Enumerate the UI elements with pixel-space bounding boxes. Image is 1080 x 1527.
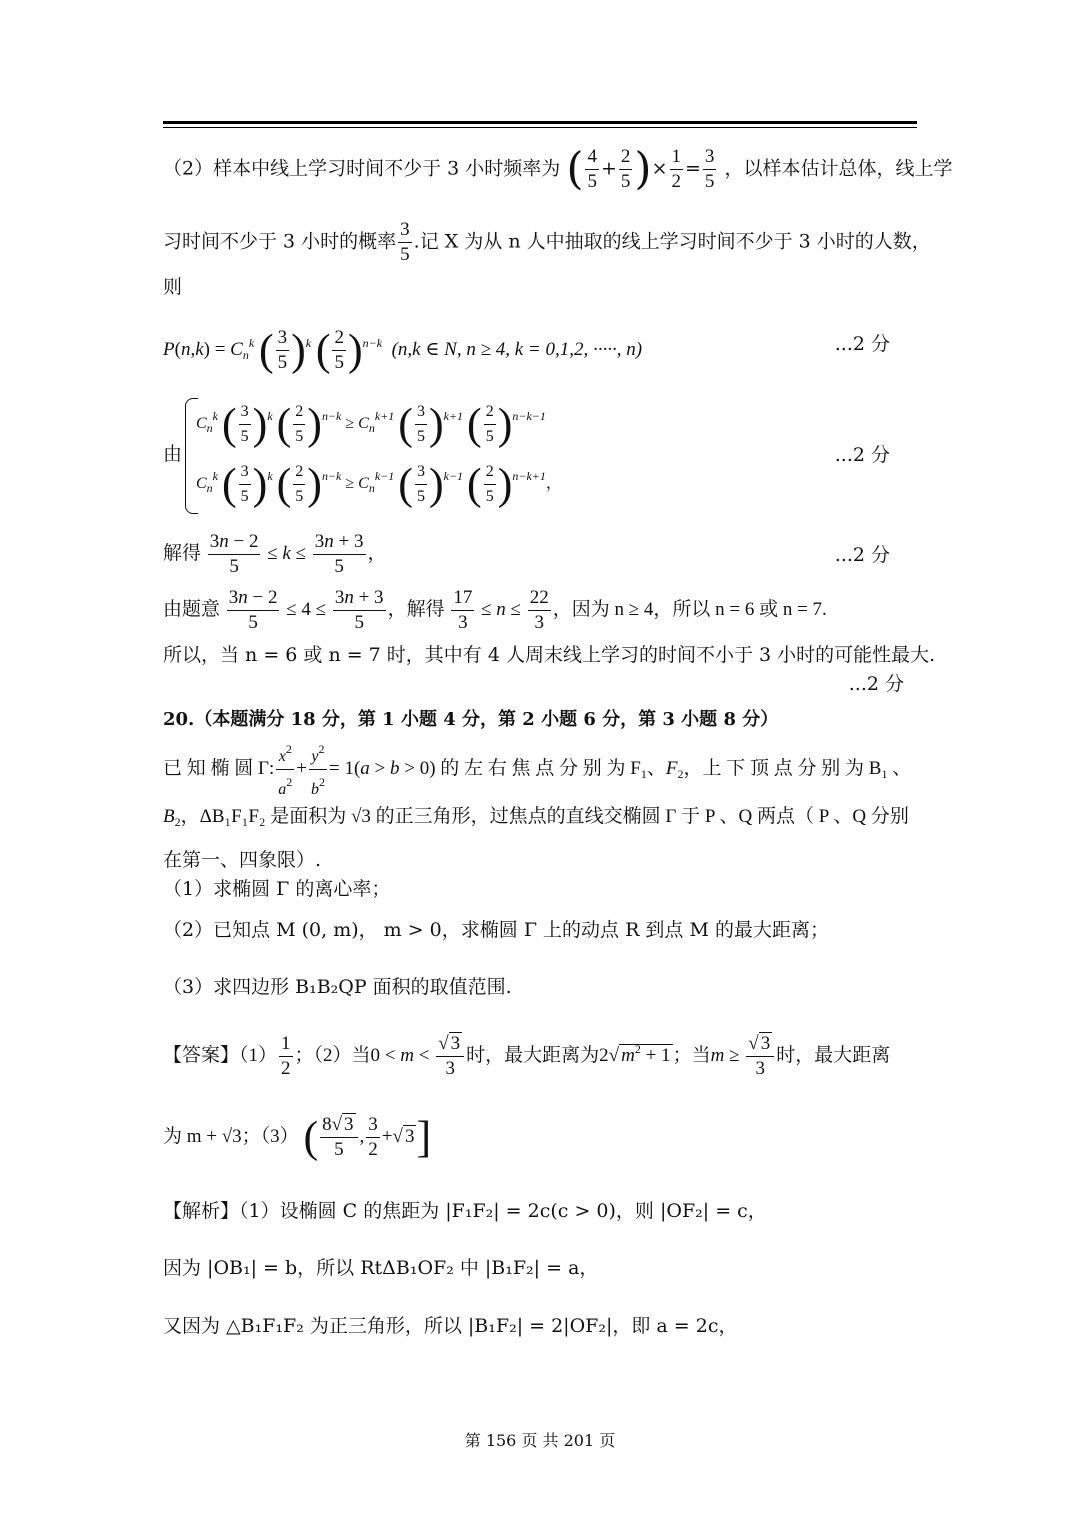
answer-part2: ；（2）当 <box>294 1044 371 1066</box>
by-mid: ，解得 <box>387 598 445 620</box>
analysis-line2: 因为 |OB₁| = b，所以 RtΔB₁OF₂ 中 |B₁F₂| = a， <box>163 1257 599 1279</box>
answer-part1: （1） <box>239 1044 278 1066</box>
answer-part2d: 时，最大距离 <box>776 1044 891 1066</box>
solve-line: 解得 $\frac{3n - 2}{5}$ ≤ k ≤ $\frac{3n + 3}{5}$ ， <box>163 531 387 577</box>
part2-line2-text: 习时间不少于 3 小时的概率 <box>163 230 397 253</box>
header-rule-thin <box>163 127 917 128</box>
part2-line1-text: （2）样本中线上学习时间不少于 3 小时频率为 <box>163 157 561 180</box>
page-footer: 第 156 页 共 201 页 <box>464 1431 616 1450</box>
formula-pnk: $P(n,k) = C_n^k$ ( $\frac{3}{5}$ )$^k$ ( $\frac{2}{5}$ )$^{n-k}$ (n,k ∈ N, n ≥ 4, k = 0,1,2, ·····, n) <box>163 325 643 375</box>
q20-stem-line2: $B_2$，ΔB₁F₁F₂ 是面积为 √3 的正三角形，过焦点的直线交椭圆 Γ 于 P 、Q 两点（ P 、Q 分别 <box>163 806 909 829</box>
part2-line2: 习时间不少于 3 小时的概率 $\frac{3}{5}$ .记 X 为从 n 人中抽取的线上学习时间不少于 3 小时的人数， <box>163 219 931 265</box>
by-problem-line: 由题意 $\frac{3n - 2}{5}$ ≤ 4 ≤ $\frac{3n + 3}{5}$ ，解得 $\frac{17}{3}$ ≤ n ≤ $\frac{22}{3}$ ，因为 n ≥ 4，所以 n = 6 或 n = 7. <box>163 587 827 633</box>
header-rule-thick <box>163 121 917 124</box>
score-1: ...2 分 <box>834 333 890 355</box>
part2-line2-tail: .记 X 为从 n 人中抽取的线上学习时间不少于 3 小时的人数， <box>413 230 931 253</box>
part2-line3: 则 <box>163 276 183 298</box>
part2-line1-tail: ，以样本估计总体，线上学 <box>724 157 953 180</box>
conclusion: 所以，当 n = 6 或 n = 7 时，其中有 4 人周末线上学习的时间不小于 3 小时的可能性最大. <box>163 644 936 666</box>
answer-line2a: 为 m + √3；（3） <box>163 1125 299 1147</box>
q20-stem-line3: 在第一、四象限）. <box>163 849 322 871</box>
q20-stem-line1: 已 知 椭 圆 Γ: $\frac{x^2}{a^2}$ + $\frac{y^2}{b^2}$ = 1(a > b > 0) 的 左 右 焦 点 分 别 为 $F_1$、$F_2$，上 下 顶 点 分 别 为 $B_1$ 、 <box>163 737 911 802</box>
answer-line2: 为 m + √3；（3） ( $\frac{8√ 3}{5}$ , $\frac{3}{2}$ +√ 3] <box>163 1112 432 1162</box>
q20-stem1b: 的 左 右 焦 点 分 别 为 F <box>440 757 641 779</box>
q20-sub2: （2）已知点 M (0, m)， m > 0，求椭圆 Γ 上的动点 R 到点 M 的最大距离； <box>163 919 829 941</box>
score-4: ...2 分 <box>848 673 904 695</box>
inequality-1: $C_n^k$ ( $\frac{3}{5}$ )$^k$ ( $\frac{2}{5}$ )$^{n-k} \ge C_n^{k+1}$ ( $\frac{3}{5}$ )$^{k+1}$ ( $\frac{2}{5}$ )$^{n-k-1}$ <box>196 399 546 449</box>
answer-part2b: 时，最大距离为 <box>466 1044 600 1066</box>
inequality-system-label: 由 <box>163 443 183 465</box>
by-end: ，因为 n ≥ 4，所以 n = 6 或 n = 7. <box>552 598 827 620</box>
q20-sub1: （1）求椭圆 Γ 的离心率； <box>163 878 391 900</box>
analysis-line1: 【解析】（1）设椭圆 C 的焦距为 |F₁F₂| = 2c(c > 0)，则 |OF₂| = c， <box>163 1200 767 1222</box>
answer-label: 【答案】 <box>163 1044 240 1066</box>
q20-stem1c: ，上 下 顶 点 分 别 为 B <box>683 757 882 779</box>
by-label: 由题意 <box>163 598 221 620</box>
answer-line1: 【答案】（1） $\frac{1}{2}$ ；（2）当0 < m < $\frac{√ 3}{3}$ 时，最大距离为2√ $m^2 + 1$ ；当m ≥ $\frac{√ 3}{3}$ 时，最大距离 <box>163 1033 891 1079</box>
q20-sub3: （3）求四边形 B₁B₂QP 面积的取值范围. <box>163 976 512 998</box>
part2-line1: （2）样本中线上学习时间不少于 3 小时频率为 ( $\frac{4}{5}$ + $\frac{2}{5}$ )× $\frac{1}{2}$ = $\frac{3}{5}$ ，以样本估计总体，线上学 <box>163 143 953 195</box>
inequality-2: $C_n^k$ ( $\frac{3}{5}$ )$^k$ ( $\frac{2}{5}$ )$^{n-k} \ge C_n^{k-1}$ ( $\frac{3}{5}$ )$^{k-1}$ ( $\frac{2}{5}$ )$^{n-k+1}$， <box>196 459 562 509</box>
solve-label: 解得 <box>163 542 202 564</box>
formula-condition: (n,k ∈ N, n ≥ 4, k = 0,1,2, ·····, n) <box>391 338 643 360</box>
answer-part2c: ；当 <box>672 1044 711 1066</box>
score-3: ...2 分 <box>834 544 890 566</box>
analysis-line3: 又因为 △B₁F₁F₂ 为正三角形，所以 |B₁F₂| = 2|OF₂|，即 a = 2c， <box>163 1315 738 1337</box>
q20-title: 20.（本题满分 18 分，第 1 小题 4 分，第 2 小题 6 分，第 3 小题 8 分） <box>163 709 779 730</box>
q20-stem2: ，ΔB₁F₁F₂ 是面积为 √3 的正三角形，过焦点的直线交椭圆 Γ 于 P 、Q 两点（ P 、Q 分别 <box>180 806 909 827</box>
q20-stem1a: 已 知 椭 圆 Γ: <box>163 757 275 779</box>
score-2: ...2 分 <box>834 444 890 466</box>
